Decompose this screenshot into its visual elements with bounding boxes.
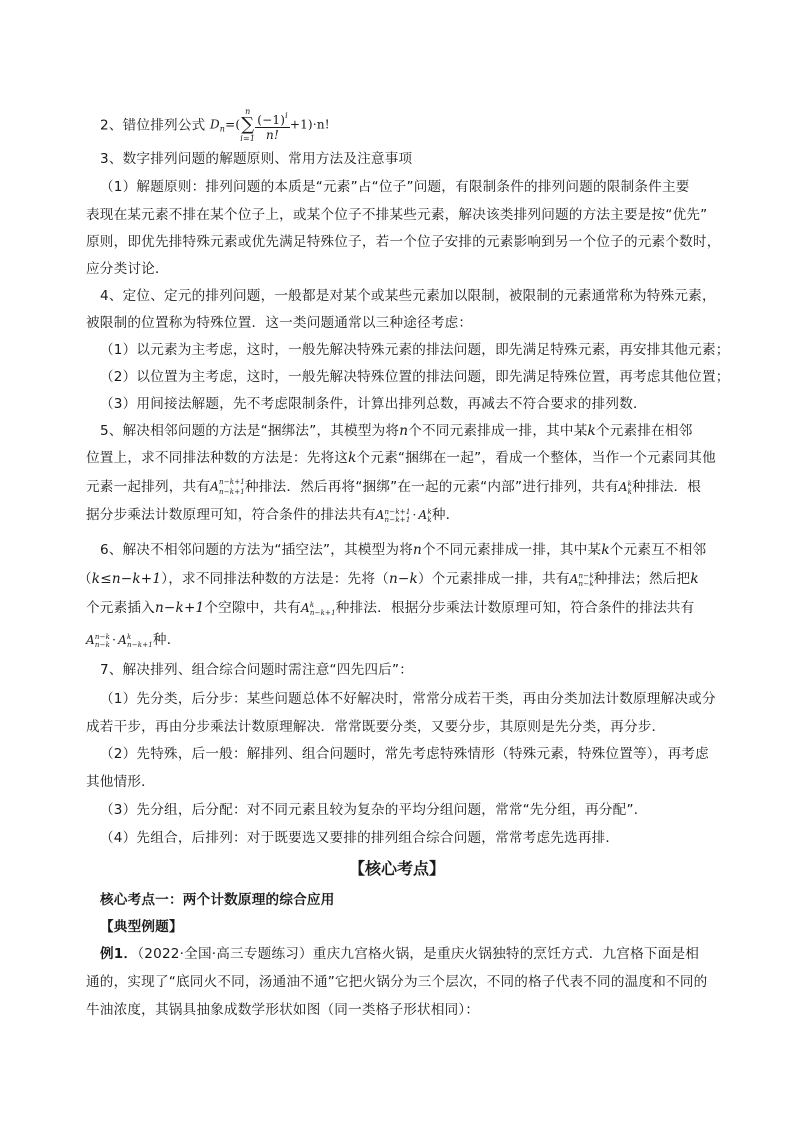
item7-d-line: （4）先组合，后排列：对于既要选又要排的排列组合综合问题，常常考虑先选再排． — [100, 830, 620, 846]
derangement-formula: $D_n=$( n ∑ i=1 $\frac{(-1)^i}{n!}$ +1)·n! — [209, 107, 330, 143]
item4-sub-3: （3）用间接法解题，先不考虑限制条件，计算出排列总数，再减去不符合要求的排列数． — [100, 396, 647, 412]
item4-sub-2: （2）以位置为主考虑，这时，一般先解决特殊位置的排法问题，即先满足特殊位置，再考虑其他位置； — [100, 369, 730, 385]
permutation-term: A n−k+1 n−k+1 — [210, 478, 245, 496]
item7-b-line-2: 其他情形． — [86, 774, 155, 790]
item2-text: 2、错位排列公式 — [100, 117, 206, 134]
typical-examples-title: 【典型例题】 — [100, 919, 183, 935]
section-heading: 【核心考点】 — [348, 859, 445, 878]
principle-line-2: 表现在某元素不排在某个位子上，或某个位子不排某些元素，解决该类排列问题的方法主要是按“优先” — [86, 207, 708, 223]
core-point-title: 核心考点一：两个计数原理的综合应用 — [100, 892, 335, 908]
permutation-term: A k n−k+1 — [300, 600, 336, 617]
item6-line-2: （k≤n−k+1），求不同排法种数的方法是：先将（n−k）个元素排成一排，共有A n−k n−k 种排法；然后把k — [78, 571, 699, 588]
sum-symbol: n ∑ i=1 — [240, 107, 256, 143]
principle-line-1: （1）解题原则：排列问题的本质是“元素”占“位子”问题，有限制条件的排列问题的限制条件主要 — [100, 179, 690, 195]
item7-a-line-1: （1）先分类，后分步：某些问题总体不好解决时，常常分成若干类，再由分类加法计数原理解决或分 — [100, 691, 716, 707]
item7-c-line: （3）先分组，后分配：对不同元素且较为复杂的平均分组问题，常常“先分组，再分配”． — [100, 802, 648, 818]
example-label: 例1． — [100, 946, 138, 962]
item6-line-3: 个元素插入n−k+1个空隙中，共有A k n−k+1 种排法．根据分步乘法计数原理可知，符合条件的排法共有 — [86, 600, 695, 617]
fraction: $\frac{(-1)^i}{n!}$ — [257, 110, 288, 142]
permutation-term: A n−k n−k — [569, 571, 594, 588]
principle-line-3: 原则，即优先排特殊元素或优先满足特殊位子，若一个位子安排的元素影响到另一个位子的元素个数时， — [86, 234, 721, 250]
item4-line-1: 4、定位、定元的排列问题，一般都是对某个或某些元素加以限制，被限制的元素通常称为特殊元素， — [100, 288, 716, 304]
item5-line-4: 据分步乘法计数原理可知，符合条件的排法共有A n−k+1 n−k+1 · A k k 种． — [86, 507, 460, 524]
example1-line-3: 牛油浓度，其锅具抽象成数学形状如图（同一类格子形状相同）： — [86, 1002, 480, 1018]
example1-line-2: 通的，实现了“底同火不同，汤通油不通”它把火锅分为三个层次，不同的格子代表不同的温度和不同的 — [86, 974, 708, 990]
item3-title: 3、数字排列问题的解题原则、常用方法及注意事项 — [100, 151, 413, 167]
item4-sub-1: （1）以元素为主考虑，这时，一般先解决特殊元素的排法问题，即先满足特殊元素，再安排其他元素； — [100, 342, 730, 358]
permutation-product: A n−k+1 n−k+1 · A k k — [375, 507, 432, 524]
permutation-term: A k k — [618, 479, 633, 496]
item4-line-2: 被限制的位置称为特殊位置．这一类问题通常以三种途径考虑： — [86, 315, 473, 331]
item7-title: 7、解决排列、组合综合问题时需注意“四先四后”： — [100, 662, 414, 678]
principle-line-4: 应分类讨论． — [86, 261, 169, 277]
item7-b-line-1: （2）先特殊，后一般：解排列、组合问题时，常先考虑特殊情形（特殊元素，特殊位置等），再考虑 — [100, 746, 709, 762]
item5-line-1: 5、解决相邻问题的方法是“捆绑法”，其模型为将n个不同元素排成一排，其中某k个元素排在相邻 — [100, 423, 693, 439]
item5-line-2: 位置上，求不同排法种数的方法是：先将这k个元素“捆绑在一起”，看成一个整体，当作一个元素同其他 — [86, 450, 716, 466]
item7-a-line-2: 成若干步，再由分步乘法计数原理解决．常常既要分类，又要分步，其原则是先分类，再分步． — [86, 719, 666, 735]
item5-line-3: 元素一起排列，共有A n−k+1 n−k+1 种排法．然后再将“捆绑”在一起的元素“内部”进行排列，共有A k k 种排法．根 — [86, 478, 702, 496]
example1-line-1: 例1．（2022·全国·高三专题练习）重庆九宫格火锅，是重庆火锅独特的烹饪方式．九宫格下面是相 — [100, 946, 700, 962]
item6-line-4: A n−k n−k · A k n−k+1 种． — [86, 632, 181, 649]
permutation-product: A n−k n−k · A k n−k+1 — [86, 632, 153, 649]
derangement-formula-line — [100, 107, 330, 144]
item6-line-1: 6、解决不相邻问题的方法为“插空法”，其模型为将n个不同元素排成一排，其中某k个元素互不相邻 — [100, 542, 707, 558]
